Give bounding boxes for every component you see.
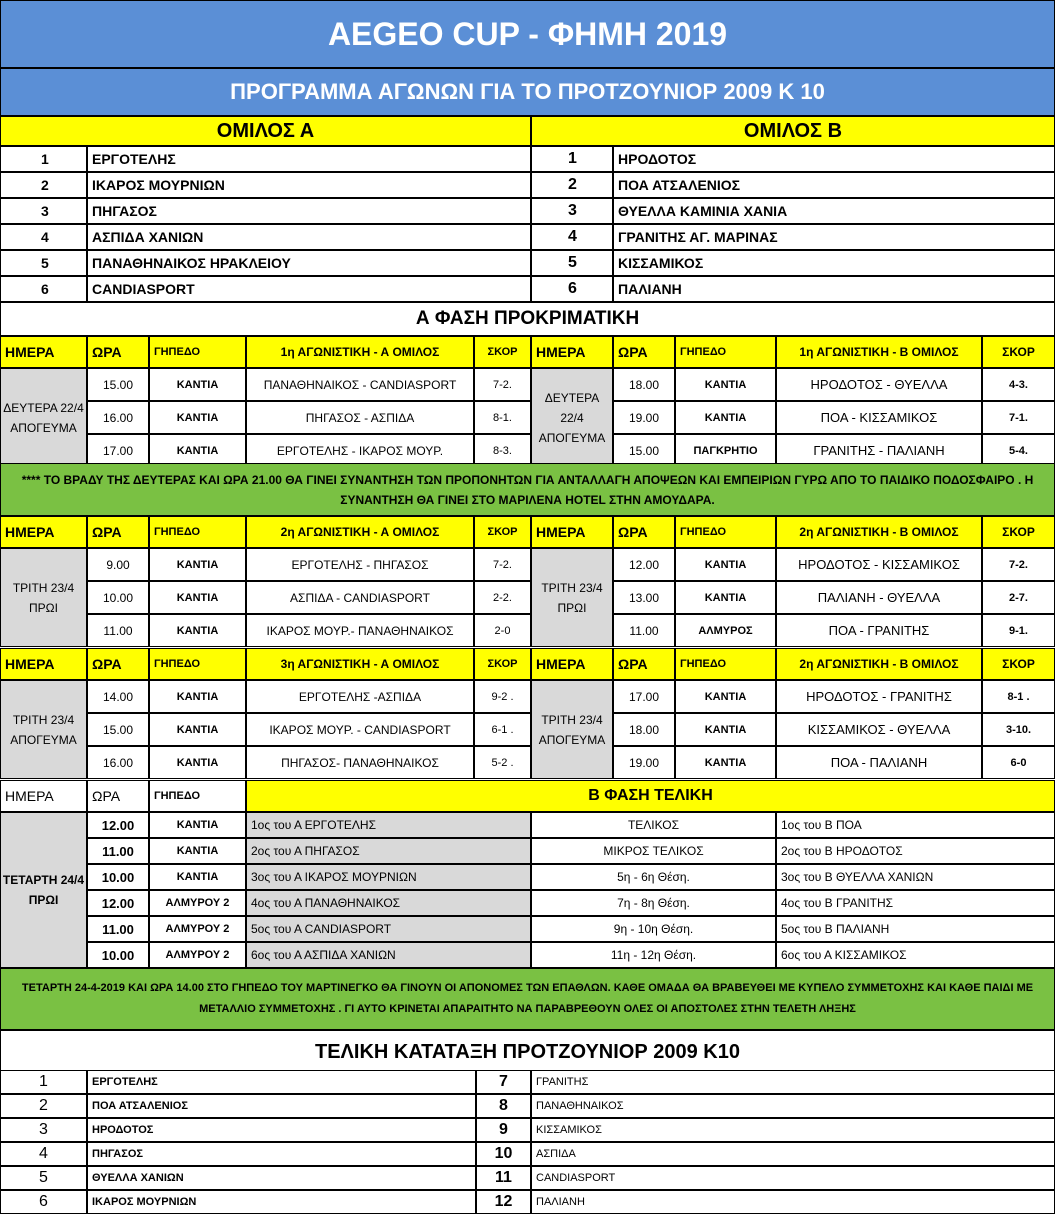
header-time: ΩΡΑ	[87, 336, 149, 368]
ranking-team: ΠΟΑ ΑΤΣΑΛΕΝΙΟΣ	[87, 1094, 476, 1118]
group-b-team-number: 6	[531, 276, 613, 302]
match-time: 19.00	[613, 746, 675, 779]
match-time: 14.00	[87, 680, 149, 713]
match-score: 8-1 .	[982, 680, 1055, 713]
match-day: ΤΡΙΤΗ 23/4 ΑΠΟΓΕΥΜΑ	[531, 680, 613, 779]
header-field: ΓΗΠΕΔΟ	[149, 336, 246, 368]
match-game: ΗΡΟΔΟΤΟΣ - ΚΙΣΣΑΜΙΚΟΣ	[776, 548, 982, 581]
match-score: 8-1.	[474, 401, 531, 434]
match-score: 2-7.	[982, 581, 1055, 614]
match-game: ΠΟΑ - ΚΙΣΣΑΜΙΚΟΣ	[776, 401, 982, 434]
final-time: 11.00	[87, 838, 149, 864]
final-team-b: 4ος του Β ΓΡΑΝΙΤΗΣ	[776, 890, 1055, 916]
coaches-meeting-note: **** ΤΟ ΒΡΑΔΥ ΤΗΣ ΔΕΥΤΕΡΑΣ ΚΑΙ ΩΡΑ 21.00 ΘΑ ΓΙΝΕΙ ΣΥΝΑΝΤΗΣΗ ΤΩΝ ΠΡΟΠΟΝΗΤΩΝ ΓΙΑ ΑΝΤΑΛΛΑΓΗ ΑΠΟΨΕΩΝ ΚΑΙ ΕΜΠΕΙΡΙΩΝ ΓΥΡΩ ΑΠΟ ΤΟ ΠΑΙΔΙΚΟ ΠΟΔΟΣΦΑΙΡΟ . Η ΣΥΝΑΝΤΗΣΗ ΘΑ ΓΙΝΕΙ ΣΤΟ ΜΑΡΙΛΕΝΑ HOTEL ΣΤΗΝ ΑΜΟΥΔΑΡΑ.	[0, 463, 1055, 516]
ranking-position: 12	[476, 1190, 531, 1214]
match-game: ΓΡΑΝΙΤΗΣ - ΠΑΛΙΑΝΗ	[776, 434, 982, 467]
match-field: ΚΑΝΤΙΑ	[149, 680, 246, 713]
group-a-team-number: 1	[0, 146, 87, 172]
match-field: ΚΑΝΤΙΑ	[675, 713, 776, 746]
match-day: ΤΡΙΤΗ 23/4 ΠΡΩΙ	[531, 548, 613, 647]
ranking-team: ΠΗΓΑΣΟΣ	[87, 1142, 476, 1166]
match-field: ΚΑΝΤΙΑ	[149, 614, 246, 647]
match-score: 9-1.	[982, 614, 1055, 647]
round-a-label: 2η ΑΓΩΝΙΣΤΙΚΗ - Α ΟΜΙΛΟΣ	[246, 516, 474, 548]
ranking-position: 6	[0, 1190, 87, 1214]
match-game: ΠΗΓΑΣΟΣ- ΠΑΝΑΘΗΝΑΙΚΟΣ	[246, 746, 474, 779]
header-time: ΩΡΑ	[87, 780, 149, 812]
match-score: 3-10.	[982, 713, 1055, 746]
match-field: ΚΑΝΤΙΑ	[149, 713, 246, 746]
phase-b-title: Β ΦΑΣΗ ΤΕΛΙΚΗ	[246, 780, 1055, 812]
header-score: ΣΚΟΡ	[982, 648, 1055, 680]
final-game: 11η - 12η Θέση.	[531, 942, 776, 968]
match-time: 17.00	[613, 680, 675, 713]
final-game: ΜΙΚΡΟΣ ΤΕΛΙΚΟΣ	[531, 838, 776, 864]
match-field: ΚΑΝΤΙΑ	[149, 434, 246, 467]
header-day: ΗΜΕΡΑ	[531, 336, 613, 368]
match-game: ΕΡΓΟΤΕΛΗΣ - ΙΚΑΡΟΣ ΜΟΥΡ.	[246, 434, 474, 467]
final-team-a: 5ος του Α CANDIASPORT	[246, 916, 531, 942]
group-a-team-name: ΠΑΝΑΘΗΝΑΙΚΟΣ ΗΡΑΚΛΕΙΟΥ	[87, 250, 531, 276]
group-b-title: ΟΜΙΛΟΣ Β	[531, 116, 1055, 146]
phase-a-title: Α ΦΑΣΗ ΠΡΟΚΡΙΜΑΤΙΚΗ	[0, 302, 1055, 336]
awards-note: ΤΕΤΑΡΤΗ 24-4-2019 ΚΑΙ ΩΡΑ 14.00 ΣΤΟ ΓΗΠΕΔΟ ΤΟΥ ΜΑΡΤΙΝΕΓΚΟ ΘΑ ΓΙΝΟΥΝ ΟΙ ΑΠΟΝΟΜΕΣ ΤΩΝ ΕΠΑΘΛΩΝ. ΚΑΘΕ ΟΜΑΔΑ ΘΑ ΒΡΑΒΕΥΘΕΙ ΜΕ ΚΥΠΕΛΟ ΣΥΜΜΕΤΟΧΗΣ ΚΑΙ ΚΑΘΕ ΠΑΙΔΙ ΜΕ ΜΕΤΑΛΛΙΟ ΣΥΜΜΕΤΟΧΗΣ . ΓΙ ΑΥΤΟ ΚΡΙΝΕΤΑΙ ΑΠΑΡΑΙΤΗΤΟ ΝΑ ΠΑΡΑΒΡΕΘΟΥΝ ΟΛΕΣ ΟΙ ΑΠΟΣΤΟΛΕΣ ΣΤΗΝ ΤΕΛΕΤΗ ΛΗΞΗΣ	[0, 968, 1055, 1030]
ranking-team: ΘΥΕΛΛΑ ΧΑΝΙΩΝ	[87, 1166, 476, 1190]
header-day: ΗΜΕΡΑ	[0, 336, 87, 368]
ranking-team: ΚΙΣΣΑΜΙΚΟΣ	[531, 1118, 1055, 1142]
final-time: 12.00	[87, 812, 149, 838]
final-team-b: 5ος του Β ΠΑΛΙΑΝΗ	[776, 916, 1055, 942]
group-a-team-name: CANDIASPORT	[87, 276, 531, 302]
final-ranking-title: ΤΕΛΙΚΗ ΚΑΤΑΤΑΞΗ ΠΡΟΤΖΟΥΝΙΟΡ 2009 Κ10	[0, 1030, 1055, 1075]
match-game: ΠΟΑ - ΓΡΑΝΙΤΗΣ	[776, 614, 982, 647]
match-time: 11.00	[613, 614, 675, 647]
round-b-label: 2η ΑΓΩΝΙΣΤΙΚΗ - Β ΟΜΙΛΟΣ	[776, 648, 982, 680]
ranking-position: 7	[476, 1070, 531, 1094]
match-time: 18.00	[613, 713, 675, 746]
ranking-position: 10	[476, 1142, 531, 1166]
match-score: 5-2 .	[474, 746, 531, 779]
match-field: ΚΑΝΤΙΑ	[675, 368, 776, 401]
match-score: 2-2.	[474, 581, 531, 614]
match-score: 5-4.	[982, 434, 1055, 467]
match-score: 7-2.	[474, 368, 531, 401]
match-field: ΚΑΝΤΙΑ	[149, 368, 246, 401]
match-field: ΚΑΝΤΙΑ	[675, 548, 776, 581]
match-score: 7-2.	[474, 548, 531, 581]
ranking-team: ΠΑΝΑΘΗΝΑΙΚΟΣ	[531, 1094, 1055, 1118]
group-a-team-name: ΑΣΠΙΔΑ ΧΑΝΙΩΝ	[87, 224, 531, 250]
ranking-team: CANDIASPORT	[531, 1166, 1055, 1190]
group-b-team-name: ΗΡΟΔΟΤΟΣ	[613, 146, 1055, 172]
group-b-team-name: ΓΡΑΝΙΤΗΣ ΑΓ. ΜΑΡΙΝΑΣ	[613, 224, 1055, 250]
match-field: ΑΛΜΥΡΟΣ	[675, 614, 776, 647]
group-a-team-name: ΕΡΓΟΤΕΛΗΣ	[87, 146, 531, 172]
match-game: ΗΡΟΔΟΤΟΣ - ΘΥΕΛΛΑ	[776, 368, 982, 401]
final-team-a: 3ος του Α ΙΚΑΡΟΣ ΜΟΥΡΝΙΩΝ	[246, 864, 531, 890]
group-a-team-number: 3	[0, 198, 87, 224]
match-time: 16.00	[87, 746, 149, 779]
match-game: ΠΑΛΙΑΝΗ - ΘΥΕΛΛΑ	[776, 581, 982, 614]
final-game: ΤΕΛΙΚΟΣ	[531, 812, 776, 838]
header-time: ΩΡΑ	[87, 516, 149, 548]
final-field: ΑΛΜΥΡΟΥ 2	[149, 916, 246, 942]
match-game: ΠΗΓΑΣΟΣ - ΑΣΠΙΔΑ	[246, 401, 474, 434]
match-game: ΗΡΟΔΟΤΟΣ - ΓΡΑΝΙΤΗΣ	[776, 680, 982, 713]
round-b-label: 2η ΑΓΩΝΙΣΤΙΚΗ - Β ΟΜΙΛΟΣ	[776, 516, 982, 548]
final-game: 9η - 10η Θέση.	[531, 916, 776, 942]
match-time: 19.00	[613, 401, 675, 434]
ranking-position: 11	[476, 1166, 531, 1190]
final-time: 10.00	[87, 864, 149, 890]
match-score: 6-1 .	[474, 713, 531, 746]
ranking-position: 3	[0, 1118, 87, 1142]
ranking-team: ΕΡΓΟΤΕΛΗΣ	[87, 1070, 476, 1094]
final-team-a: 4ος του Α ΠΑΝΑΘΗΝΑΙΚΟΣ	[246, 890, 531, 916]
group-b-team-number: 4	[531, 224, 613, 250]
header-field: ΓΗΠΕΔΟ	[149, 648, 246, 680]
match-day: ΔΕΥΤΕΡΑ 22/4 ΑΠΟΓΕΥΜΑ	[531, 368, 613, 467]
match-field: ΚΑΝΤΙΑ	[149, 581, 246, 614]
ranking-position: 4	[0, 1142, 87, 1166]
header-time: ΩΡΑ	[87, 648, 149, 680]
match-game: ΕΡΓΟΤΕΛΗΣ - ΠΗΓΑΣΟΣ	[246, 548, 474, 581]
round-a-label: 3η ΑΓΩΝΙΣΤΙΚΗ - Α ΟΜΙΛΟΣ	[246, 648, 474, 680]
final-time: 12.00	[87, 890, 149, 916]
header-time: ΩΡΑ	[613, 516, 675, 548]
header-score: ΣΚΟΡ	[474, 336, 531, 368]
match-field: ΚΑΝΤΙΑ	[149, 746, 246, 779]
group-a-team-name: ΙΚΑΡΟΣ ΜΟΥΡΝΙΩΝ	[87, 172, 531, 198]
ranking-position: 8	[476, 1094, 531, 1118]
match-game: ΑΣΠΙΔΑ - CANDIASPORT	[246, 581, 474, 614]
ranking-team: ΑΣΠΙΔΑ	[531, 1142, 1055, 1166]
match-field: ΚΑΝΤΙΑ	[675, 581, 776, 614]
final-time: 10.00	[87, 942, 149, 968]
header-time: ΩΡΑ	[613, 648, 675, 680]
final-team-b: 1ος του Β ΠΟΑ	[776, 812, 1055, 838]
match-time: 15.00	[87, 368, 149, 401]
group-b-team-number: 1	[531, 146, 613, 172]
match-time: 18.00	[613, 368, 675, 401]
match-time: 16.00	[87, 401, 149, 434]
match-time: 9.00	[87, 548, 149, 581]
ranking-position: 5	[0, 1166, 87, 1190]
match-field: ΚΑΝΤΙΑ	[675, 680, 776, 713]
header-field: ΓΗΠΕΔΟ	[675, 648, 776, 680]
group-b-team-name: ΠΟΑ ΑΤΣΑΛΕΝΙΟΣ	[613, 172, 1055, 198]
header-field: ΓΗΠΕΔΟ	[149, 780, 246, 812]
final-team-a: 1ος του Α ΕΡΓΟΤΕΛΗΣ	[246, 812, 531, 838]
match-score: 9-2 .	[474, 680, 531, 713]
header-time: ΩΡΑ	[613, 336, 675, 368]
round-b-label: 1η ΑΓΩΝΙΣΤΙΚΗ - Β ΟΜΙΛΟΣ	[776, 336, 982, 368]
ranking-position: 1	[0, 1070, 87, 1094]
final-field: ΚΑΝΤΙΑ	[149, 864, 246, 890]
match-game: ΙΚΑΡΟΣ ΜΟΥΡ.- ΠΑΝΑΘΗΝΑΙΚΟΣ	[246, 614, 474, 647]
ranking-team: ΙΚΑΡΟΣ ΜΟΥΡΝΙΩΝ	[87, 1190, 476, 1214]
header-score: ΣΚΟΡ	[474, 516, 531, 548]
match-time: 17.00	[87, 434, 149, 467]
header-day: ΗΜΕΡΑ	[0, 648, 87, 680]
match-time: 10.00	[87, 581, 149, 614]
header-field: ΓΗΠΕΔΟ	[675, 336, 776, 368]
group-b-team-name: ΠΑΛΙΑΝΗ	[613, 276, 1055, 302]
match-score: 7-2.	[982, 548, 1055, 581]
final-team-a: 6ος του Α ΑΣΠΙΔΑ ΧΑΝΙΩΝ	[246, 942, 531, 968]
match-time: 15.00	[87, 713, 149, 746]
match-time: 11.00	[87, 614, 149, 647]
final-team-b: 6ος του Α ΚΙΣΣΑΜΙΚΟΣ	[776, 942, 1055, 968]
header-field: ΓΗΠΕΔΟ	[675, 516, 776, 548]
match-score: 4-3.	[982, 368, 1055, 401]
header-day: ΗΜΕΡΑ	[0, 780, 87, 812]
match-field: ΚΑΝΤΙΑ	[149, 401, 246, 434]
final-game: 7η - 8η Θέση.	[531, 890, 776, 916]
match-score: 6-0	[982, 746, 1055, 779]
group-a-team-number: 2	[0, 172, 87, 198]
ranking-position: 2	[0, 1094, 87, 1118]
group-a-team-number: 6	[0, 276, 87, 302]
match-field: ΚΑΝΤΙΑ	[149, 548, 246, 581]
match-day: ΤΡΙΤΗ 23/4 ΑΠΟΓΕΥΜΑ	[0, 680, 87, 779]
ranking-team: ΠΑΛΙΑΝΗ	[531, 1190, 1055, 1214]
group-a-team-name: ΠΗΓΑΣΟΣ	[87, 198, 531, 224]
match-day: ΤΡΙΤΗ 23/4 ΠΡΩΙ	[0, 548, 87, 647]
final-team-b: 3ος του Β ΘΥΕΛΛΑ ΧΑΝΙΩΝ	[776, 864, 1055, 890]
group-a-team-number: 5	[0, 250, 87, 276]
group-b-team-number: 3	[531, 198, 613, 224]
match-score: 7-1.	[982, 401, 1055, 434]
header-score: ΣΚΟΡ	[474, 648, 531, 680]
final-team-b: 2ος του Β ΗΡΟΔΟΤΟΣ	[776, 838, 1055, 864]
match-field: ΠΑΓΚΡΗΤΙΟ	[675, 434, 776, 467]
group-b-team-number: 2	[531, 172, 613, 198]
ranking-team: ΗΡΟΔΟΤΟΣ	[87, 1118, 476, 1142]
group-b-team-name: ΘΥΕΛΛΑ ΚΑΜΙΝΙΑ ΧΑΝΙΑ	[613, 198, 1055, 224]
header-day: ΗΜΕΡΑ	[531, 516, 613, 548]
match-game: ΚΙΣΣΑΜΙΚΟΣ - ΘΥΕΛΛΑ	[776, 713, 982, 746]
match-day: ΔΕΥΤΕΡΑ 22/4 ΑΠΟΓΕΥΜΑ	[0, 368, 87, 467]
match-game: ΠΑΝΑΘΗΝΑΙΚΟΣ - CANDIASPORT	[246, 368, 474, 401]
final-team-a: 2ος του Α ΠΗΓΑΣΟΣ	[246, 838, 531, 864]
final-field: ΚΑΝΤΙΑ	[149, 812, 246, 838]
header-day: ΗΜΕΡΑ	[531, 648, 613, 680]
group-b-team-name: ΚΙΣΣΑΜΙΚΟΣ	[613, 250, 1055, 276]
final-field: ΑΛΜΥΡΟΥ 2	[149, 890, 246, 916]
match-game: ΠΟΑ - ΠΑΛΙΑΝΗ	[776, 746, 982, 779]
header-day: ΗΜΕΡΑ	[0, 516, 87, 548]
match-time: 12.00	[613, 548, 675, 581]
round-a-label: 1η ΑΓΩΝΙΣΤΙΚΗ - Α ΟΜΙΛΟΣ	[246, 336, 474, 368]
header-field: ΓΗΠΕΔΟ	[149, 516, 246, 548]
match-game: ΕΡΓΟΤΕΛΗΣ -ΑΣΠΙΔΑ	[246, 680, 474, 713]
match-field: ΚΑΝΤΙΑ	[675, 401, 776, 434]
match-time: 15.00	[613, 434, 675, 467]
group-b-team-number: 5	[531, 250, 613, 276]
group-a-team-number: 4	[0, 224, 87, 250]
header-score: ΣΚΟΡ	[982, 516, 1055, 548]
match-game: ΙΚΑΡΟΣ ΜΟΥΡ. - CANDIASPORT	[246, 713, 474, 746]
ranking-team: ΓΡΑΝΙΤΗΣ	[531, 1070, 1055, 1094]
header-score: ΣΚΟΡ	[982, 336, 1055, 368]
match-time: 13.00	[613, 581, 675, 614]
match-score: 8-3.	[474, 434, 531, 467]
final-game: 5η - 6η Θέση.	[531, 864, 776, 890]
final-field: ΑΛΜΥΡΟΥ 2	[149, 942, 246, 968]
match-score: 2-0	[474, 614, 531, 647]
match-field: ΚΑΝΤΙΑ	[675, 746, 776, 779]
page-title: AEGEO CUP - ΦΗΜΗ 2019	[0, 0, 1055, 68]
group-a-title: ΟΜΙΛΟΣ Α	[0, 116, 531, 146]
ranking-position: 9	[476, 1118, 531, 1142]
final-field: ΚΑΝΤΙΑ	[149, 838, 246, 864]
page-subtitle: ΠΡΟΓΡΑΜΜΑ ΑΓΩΝΩΝ ΓΙΑ ΤΟ ΠΡΟΤΖΟΥΝΙΟΡ 2009 Κ 10	[0, 68, 1055, 116]
final-time: 11.00	[87, 916, 149, 942]
final-day: ΤΕΤΑΡΤΗ 24/4 ΠΡΩΙ	[0, 812, 87, 968]
